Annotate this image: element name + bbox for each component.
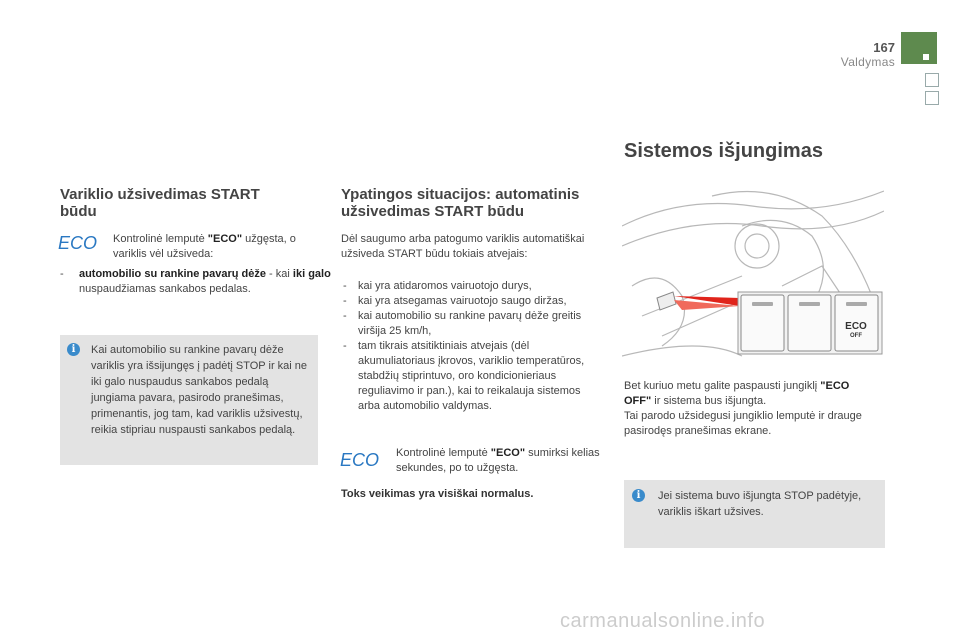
special-intro: Dėl saugumo arba patogumo variklis automatiškai užsiveda START būdu tokiais atvejais:	[341, 233, 585, 260]
list-item: - kai yra atsegamas vairuotojo saugo diržas,	[341, 294, 603, 309]
info-text: Jei sistema buvo išjungta STOP padėtyje, variklis iškart užsives.	[658, 490, 862, 518]
list-item: - kai yra atidaromos vairuotojo durys,	[341, 279, 603, 294]
section-title-start: Variklio užsivedimas START būdu	[60, 186, 260, 220]
page-title: Sistemos išjungimas	[624, 140, 823, 162]
dashboard-illustration	[622, 186, 884, 364]
eco-lamp-icon	[58, 233, 100, 253]
normal-operation-note: Toks veikimas yra visiškai normalus.	[341, 488, 534, 500]
section-title-special: Ypatingos situacijos: automatinis užsivedimas START būdu	[341, 186, 580, 220]
eco-off-label-bottom: OFF	[850, 333, 862, 339]
info-icon: i	[67, 343, 80, 356]
info-text: Kai automobilio su rankine pavarų dėže variklis yra išsijungęs į padėtį STOP ir kai ne iki galo nuspaudus sankabos pedalą jungiama pavara, pasirodo pranešimas, primenantis, jog tam, kad variklis užsivestų, reikia stipriau nuspausti sankabos pedalą.	[91, 344, 308, 436]
page-number: 167	[873, 40, 895, 55]
switch-panel	[738, 292, 882, 354]
chapter-tab-empty[interactable]	[925, 91, 939, 105]
tab-marker-icon	[923, 54, 929, 60]
eco-logo-text: ECO	[340, 450, 380, 470]
eco-off-indicator-text: Tai parodo užsidegusi jungiklio lemputė ir drauge pasirodęs pranešimas ekrane.	[624, 410, 862, 437]
info-box-start	[60, 335, 318, 465]
list-item: - kai automobilio su rankine pavarų dėže greitis viršija 25 km/h,	[341, 309, 603, 339]
eco-off-label-top: ECO	[845, 321, 867, 332]
watermark: carmanualsonline.info	[560, 610, 766, 632]
section-name: Valdymas	[840, 55, 895, 69]
info-box-off	[624, 480, 885, 548]
special-list	[341, 279, 603, 414]
info-icon: i	[632, 489, 645, 502]
chapter-tab[interactable]	[901, 32, 937, 64]
list-item: - tam tikrais atsitiktiniais atvejais (dėl akumuliatoriaus įkrovos, variklio temperatūros, stabdžių stiprintuvo, oro kondicionieriaus reguliavimo ir pan.), kai to reikalauja sistemos arba automobilio valdymas.	[341, 339, 603, 414]
chapter-tab-empty[interactable]	[925, 73, 939, 87]
eco-blink-text: Kontrolinė lemputė "ECO" sumirksi kelias sekundes, po to užgęsta.	[396, 447, 600, 474]
start-condition-item: - automobilio su rankine pavarų dėže - kai iki galo nuspaudžiamas sankabos pedalas.	[60, 268, 331, 295]
eco-logo-text: ECO	[58, 233, 98, 253]
eco-off-text: Bet kuriuo metu galite paspausti jungiklį "ECO OFF" ir sistema bus išjungta.	[624, 380, 850, 407]
eco-lamp-text: Kontrolinė lemputė "ECO" užgęsta, o variklis vėl užsiveda:	[113, 233, 296, 260]
eco-lamp-icon	[340, 450, 382, 470]
